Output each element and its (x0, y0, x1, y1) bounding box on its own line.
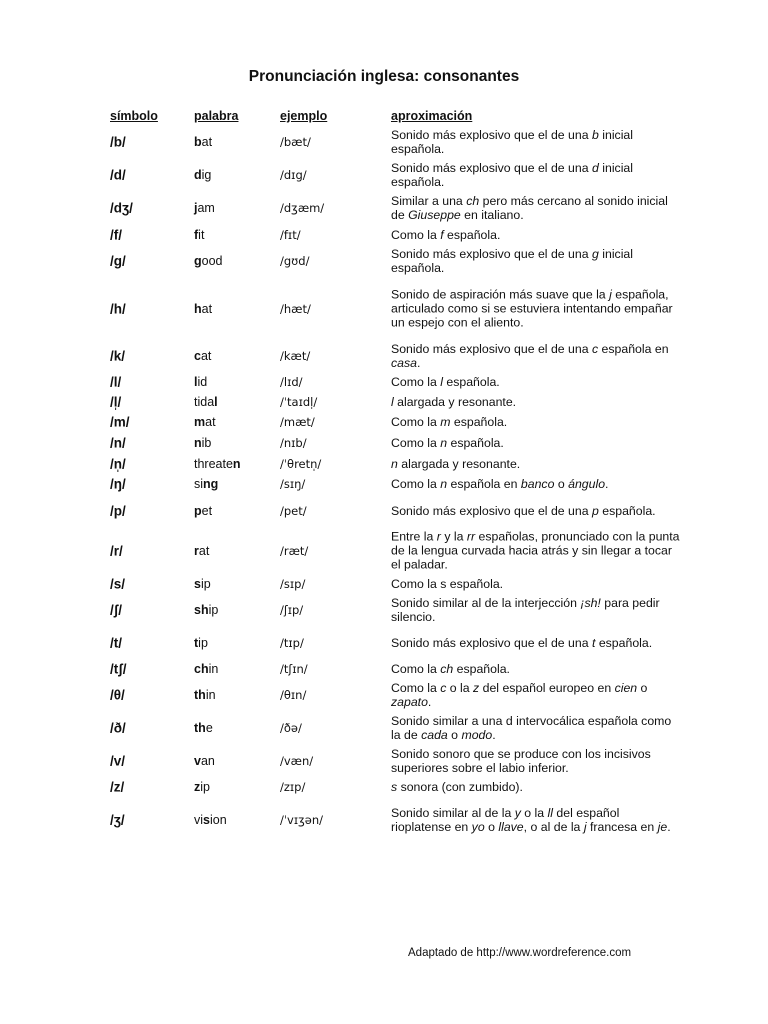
example-word: sing (194, 477, 219, 491)
phonetic-transcription: /ˈtaɪdl̩/ (280, 394, 318, 409)
phoneme-symbol: /h/ (110, 301, 126, 317)
table-row (0, 745, 768, 777)
phonetic-transcription: /zɪp/ (280, 779, 306, 794)
approximation-text: Como la ch española. (391, 661, 510, 676)
example-word: lid (194, 374, 208, 389)
table-row (0, 244, 768, 278)
table-row (0, 432, 768, 453)
phonetic-transcription: /gʊd/ (280, 254, 310, 268)
example-word: thin (194, 688, 216, 702)
table-row (0, 659, 768, 679)
phoneme-symbol: /k/ (110, 348, 126, 364)
table-row (0, 474, 768, 494)
phoneme-symbol: /g/ (110, 253, 126, 269)
approximation-text: Sonido más explosivo que el de una c española en casa. (391, 341, 669, 370)
header-approximation: aproximación (391, 109, 473, 123)
phonetic-transcription: /θɪn/ (280, 688, 307, 702)
phoneme-symbol: /l̩/ (110, 394, 122, 409)
approximation-text: s sonora (con zumbido). (391, 779, 523, 794)
example-word: dig (194, 168, 212, 182)
approximation-text: Como la f española. (391, 227, 501, 242)
approximation-text: Sonido más explosivo que el de una p española. (391, 503, 656, 518)
example-word: threaten (194, 456, 241, 471)
header-example: ejemplo (280, 109, 328, 123)
example-word: vision (194, 813, 227, 827)
phonetic-transcription: /kæt/ (280, 349, 311, 363)
phoneme-symbol: /ʃ/ (110, 602, 122, 618)
phoneme-symbol: /t/ (110, 635, 122, 651)
table-row (0, 125, 768, 159)
phoneme-symbol: /b/ (110, 134, 126, 150)
table-row (0, 711, 768, 745)
table-row (0, 391, 768, 412)
phonetic-transcription: /ðə/ (280, 721, 302, 735)
approximation-text: n alargada y resonante. (391, 456, 521, 471)
approximation-text: l alargada y resonante. (391, 394, 517, 409)
example-word: rat (194, 544, 210, 558)
phonetic-transcription: /dʒæm/ (280, 201, 325, 215)
approximation-text: Como la c o la z del español europeo en cien o zapato. (391, 680, 648, 709)
phoneme-symbol: /tʃ/ (110, 661, 127, 677)
phonetic-transcription: /tʃɪn/ (280, 662, 308, 676)
phoneme-symbol: /z/ (110, 779, 125, 794)
consonant-table (0, 125, 768, 844)
header-word: palabra (194, 109, 239, 123)
phonetic-transcription: /nɪb/ (280, 435, 307, 450)
approximation-text: Como la m española. (391, 414, 508, 429)
phoneme-symbol: /s/ (110, 576, 126, 592)
table-row (0, 159, 768, 191)
source-footer: Adaptado de http://www.wordreference.com (408, 947, 632, 959)
page-title: Pronunciación inglesa: consonantes (248, 68, 520, 85)
example-word: cat (194, 349, 212, 363)
example-word: pet (194, 503, 213, 518)
table-row (0, 796, 768, 844)
phoneme-symbol: /dʒ/ (110, 200, 133, 216)
approximation-text: Como la n española. (391, 435, 504, 450)
example-word: mat (194, 415, 216, 429)
approximation-text: Como la s española. (391, 576, 504, 591)
example-word: tip (194, 636, 208, 650)
phoneme-symbol: /v/ (110, 753, 126, 769)
approximation-text: Sonido sonoro que se produce con los incisivos superiores sobre el labio inferior. (391, 746, 651, 775)
table-row (0, 278, 768, 340)
phonetic-transcription: /sɪp/ (280, 577, 306, 591)
table-row (0, 453, 768, 474)
example-word: nib (194, 435, 212, 450)
approximation-text: Sonido de aspiración más suave que la j española, articulado como si se estuviera intentando empañar un espejo con el aliento. (391, 287, 673, 331)
phoneme-symbol: /n/ (110, 435, 126, 450)
phonetic-transcription: /væn/ (280, 754, 314, 768)
approximation-text: Sonido similar al de la interjección ¡sh! para pedir silencio. (391, 595, 660, 624)
phoneme-symbol: /l/ (110, 374, 122, 389)
table-row (0, 679, 768, 711)
table-row (0, 593, 768, 627)
phonetic-transcription: /dɪg/ (280, 168, 307, 182)
approximation-text: Sonido más explosivo que el de una g inicial española. (391, 246, 633, 275)
phonetic-transcription: /pet/ (280, 503, 307, 518)
header-symbol: símbolo (110, 109, 158, 123)
table-row (0, 575, 768, 593)
table-row (0, 777, 768, 796)
approximation-text: Como la n española en banco o ángulo. (391, 476, 609, 491)
phonetic-transcription: /lɪd/ (280, 374, 303, 389)
phonetic-transcription: /fɪt/ (280, 227, 301, 242)
table-row (0, 527, 768, 575)
approximation-text: Sonido más explosivo que el de una d inicial española. (391, 160, 633, 189)
phonetic-transcription: /ʃɪp/ (280, 603, 304, 617)
table-row (0, 372, 768, 391)
phoneme-symbol: /θ/ (110, 687, 125, 703)
approximation-text: Sonido similar a una d intervocálica española como la de cada o modo. (391, 713, 672, 742)
approximation-text: Sonido similar al de la y o la ll del español rioplatense en yo o llave, o al de la j francesa en je. (391, 805, 671, 834)
phoneme-symbol: /r/ (110, 543, 123, 559)
example-word: zip (194, 779, 210, 794)
example-word: good (194, 254, 223, 268)
example-word: fit (194, 227, 205, 242)
approximation-text: Similar a una ch pero más cercano al sonido inicial de Giuseppe en italiano. (391, 193, 668, 222)
phoneme-symbol: /n̩/ (110, 456, 126, 471)
example-word: hat (194, 302, 213, 316)
table-row (0, 412, 768, 432)
table-row (0, 627, 768, 659)
phoneme-symbol: /ŋ/ (110, 476, 126, 492)
table-row (0, 340, 768, 372)
example-word: van (194, 754, 215, 768)
table-row (0, 191, 768, 225)
approximation-text: Sonido más explosivo que el de una t española. (391, 635, 653, 650)
phonetic-transcription: /ræt/ (280, 544, 309, 558)
phoneme-symbol: /m/ (110, 414, 130, 430)
example-word: the (194, 721, 213, 735)
example-word: ship (194, 603, 219, 617)
phoneme-symbol: /d/ (110, 167, 126, 183)
phoneme-symbol: /f/ (110, 227, 122, 242)
phonetic-transcription: /ˈθretn̩/ (280, 456, 322, 471)
example-word: chin (194, 662, 219, 676)
table-row (0, 225, 768, 244)
phonetic-transcription: /sɪŋ/ (280, 477, 306, 491)
example-word: tidal (194, 394, 218, 409)
phonetic-transcription: /hæt/ (280, 302, 311, 316)
example-word: sip (194, 577, 211, 591)
phonetic-transcription: /mæt/ (280, 415, 315, 429)
phoneme-symbol: /ð/ (110, 720, 126, 736)
phonetic-transcription: /ˈvɪʒən/ (280, 813, 323, 827)
table-row (0, 494, 768, 527)
example-word: bat (194, 135, 213, 149)
example-word: jam (194, 201, 215, 215)
phonetic-transcription: /bæt/ (280, 135, 311, 149)
phoneme-symbol: /p/ (110, 503, 126, 518)
approximation-text: Como la l española. (391, 374, 500, 389)
approximation-text: Sonido más explosivo que el de una b inicial española. (391, 127, 633, 156)
approximation-text: Entre la r y la rr españolas, pronunciado con la punta de la lengua curvada hacia atrás y sin llegar a tocar el paladar. (391, 529, 680, 573)
phonetic-transcription: /tɪp/ (280, 636, 304, 650)
phoneme-symbol: /ʒ/ (110, 812, 125, 828)
